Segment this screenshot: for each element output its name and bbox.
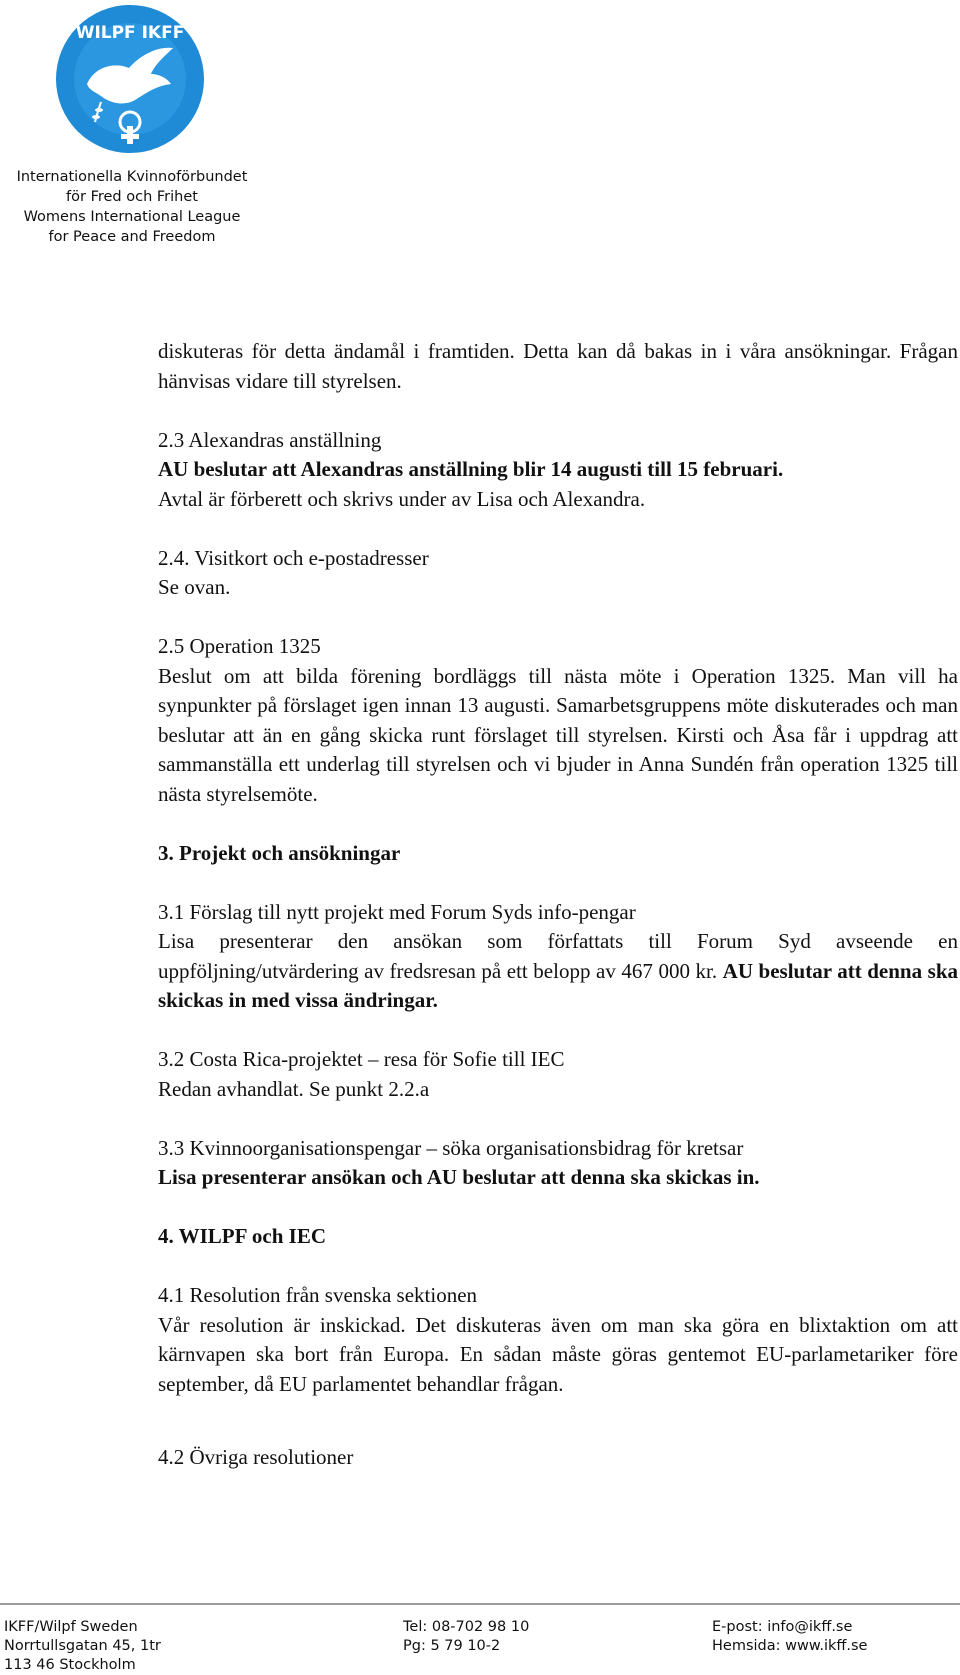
org-name-line: för Fred och Frihet (66, 189, 198, 205)
decision-text: AU beslutar att denna ska skickas in med vissa ändringar. (158, 958, 959, 1012)
footer-line: 113 46 Stockholm (4, 1657, 136, 1673)
section-text: Beslut om att bilda förening bordläggs till nästa möte i Operation 1325. Man vill ha synpunkter på förslaget igen innan 13 augusti. Samarbetsgruppens möte diskuterades och man beslutar att än en gång skicka runt förslaget till styrelsen. Kirsti och Åsa får i uppdrag att sammanställa ett underlag till styrelsen och vi bjuder in Anna Sundén från operation 1325 till nästa styrelsemöte. (158, 663, 958, 806)
section-heading: 2.3 Alexandras anställning (158, 427, 382, 452)
section-heading: 3.3 Kvinnoorganisationspengar – söka organisationsbidrag för kretsar (158, 1135, 744, 1160)
footer-address (4, 1618, 161, 1675)
footer-contact (712, 1618, 867, 1656)
section-4-2 (158, 1443, 958, 1473)
decision-text: Lisa presenterar ansökan och AU beslutar att denna ska skickas in. (158, 1165, 760, 1189)
section-4-heading: 4. WILPF och IEC (158, 1224, 327, 1248)
section-text: Redan avhandlat. Se punkt 2.2.a (158, 1076, 430, 1101)
section-text: Lisa presenterar den ansökan som författats till Forum Syd avseende en uppföljning/utvärdering av fredsresan på ett belopp av 467 000 kr. (158, 929, 958, 983)
footer-website[interactable]: Hemsida: www.ikff.se (712, 1638, 868, 1654)
section-heading: 4.1 Resolution från svenska sektionen (158, 1283, 478, 1307)
wilpf-ikff-logo (55, 4, 205, 154)
logo-text: WILPF IKFF (75, 23, 185, 43)
section-2-5 (158, 632, 958, 809)
footer-line: Norrtullsgatan 45, 1tr (4, 1638, 161, 1654)
footer-divider (0, 1603, 960, 1605)
section-4-1 (158, 1281, 958, 1399)
section-3-2 (158, 1045, 958, 1104)
footer-phone (403, 1618, 529, 1656)
section-heading: 2.5 Operation 1325 (158, 634, 321, 658)
footer-line: IKFF/Wilpf Sweden (4, 1619, 138, 1635)
section-text: Vår resolution är inskickad. Det diskuteras även om man ska göra en blixtaktion om att kärnvapen ska bort från Europa. En sådan måste göras gentemot EU-parlametariker före september, då EU parlamentet behandlar frågan. (158, 1312, 958, 1396)
section-3-1 (158, 898, 958, 1016)
section-heading: 2.4. Visitkort och e-postadresser (158, 545, 429, 570)
decision-text: AU beslutar att Alexandras anställning blir 14 augusti till 15 februari. (158, 457, 784, 481)
section-text: Se ovan. (158, 575, 231, 599)
document-body (158, 337, 958, 1502)
organization-name (12, 167, 252, 247)
section-3-3 (158, 1134, 958, 1193)
org-name-line: Womens International League (23, 209, 241, 225)
section-3-heading: 3. Projekt och ansökningar (158, 840, 401, 865)
section-heading: 4.2 Övriga resolutioner (158, 1445, 354, 1469)
footer-line: Pg: 5 79 10-2 (403, 1638, 501, 1654)
footer-email[interactable]: E-post: info@ikff.se (712, 1619, 853, 1635)
section-2-3 (158, 426, 958, 515)
section-2-4 (158, 544, 958, 603)
section-heading: 3.1 Förslag till nytt projekt med Forum Syds info-pengar (158, 899, 636, 924)
org-name-line: Internationella Kvinnoförbundet (16, 169, 248, 185)
section-heading: 3.2 Costa Rica-projektet – resa för Sofie till IEC (158, 1047, 565, 1071)
section-text: Avtal är förberett och skrivs under av Lisa och Alexandra. (158, 486, 646, 511)
footer-line: Tel: 08-702 98 10 (403, 1619, 530, 1635)
org-name-line: for Peace and Freedom (48, 229, 216, 245)
intro-paragraph: diskuteras för detta ändamål i framtiden. Detta kan då bakas in i våra ansökningar. Frågan hänvisas vidare till styrelsen. (158, 339, 958, 393)
